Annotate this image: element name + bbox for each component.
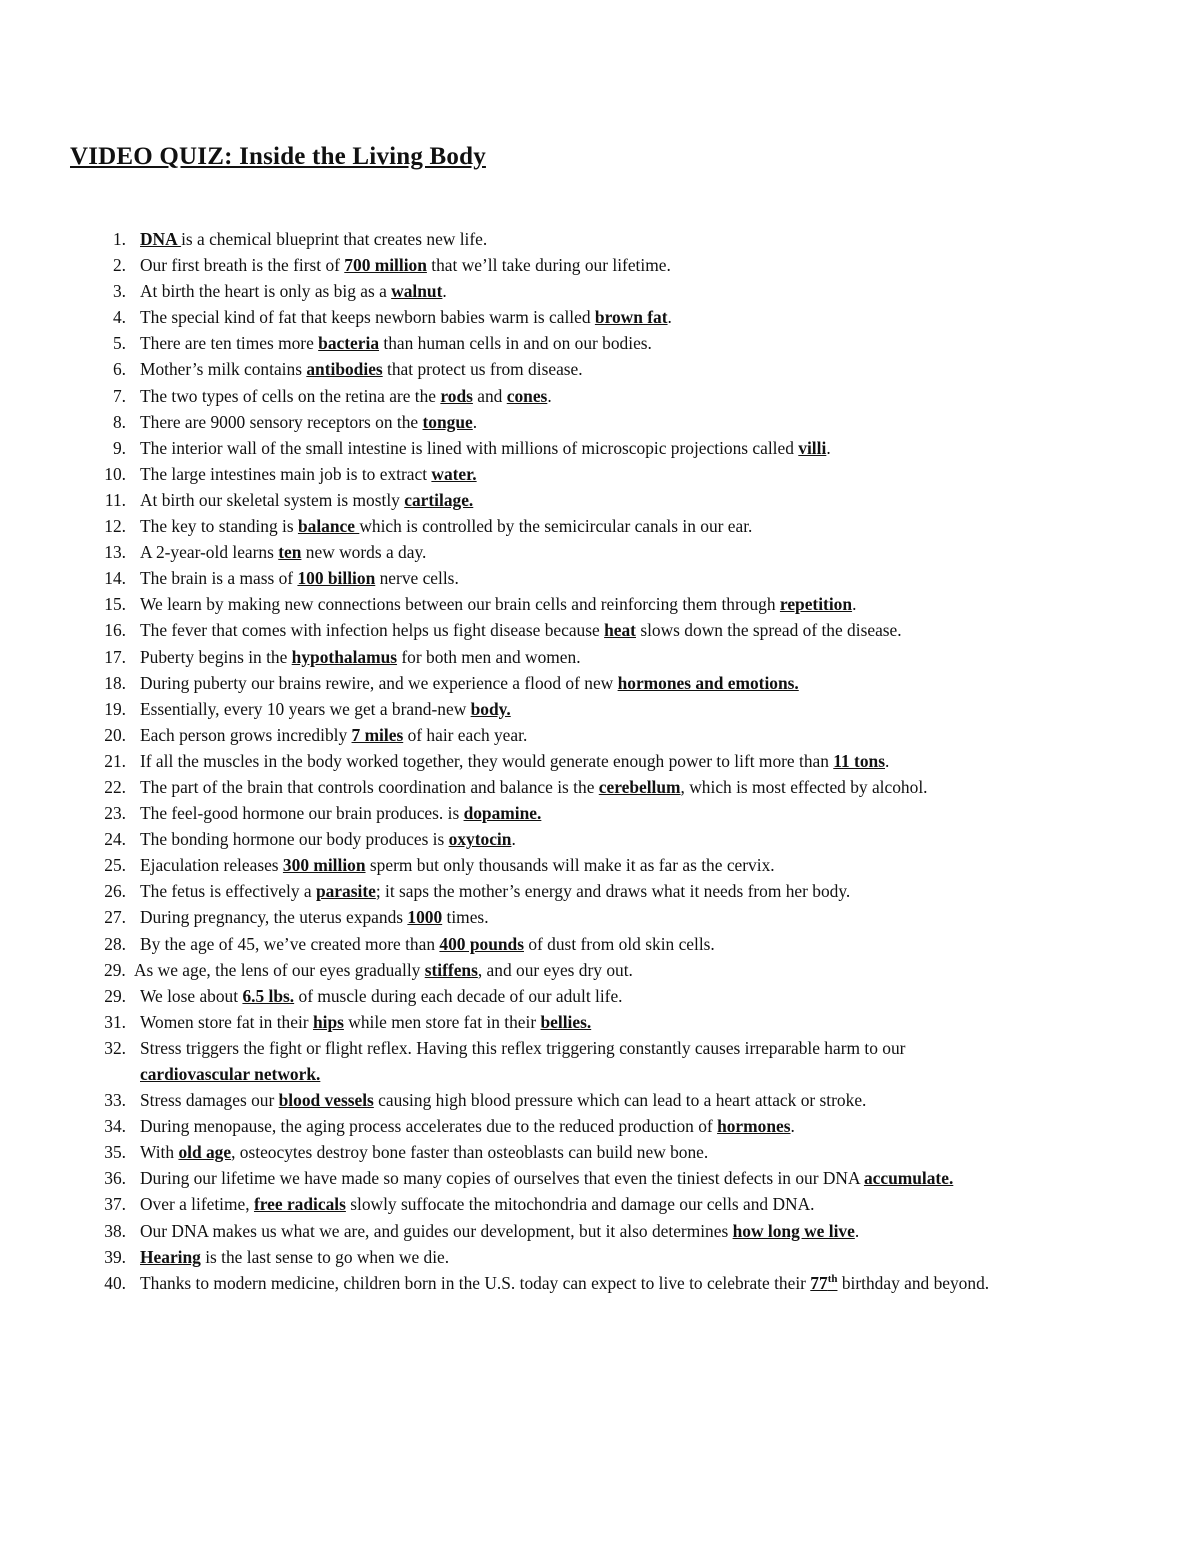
question-text: . — [885, 750, 890, 771]
answer: 700 million — [344, 255, 427, 276]
item-number: 22. — [104, 776, 126, 797]
item-number: 7. — [112, 385, 126, 406]
item-number: 33. — [104, 1090, 126, 1111]
question-text: ; it saps the mother’s energy and draws what it needs from her body. — [375, 881, 851, 902]
item-number: 10. — [104, 463, 126, 484]
item-text — [140, 1113, 795, 1139]
question-text: The fever that comes with infection helps us fight disease because — [140, 620, 605, 641]
answer: 6.5 lbs. — [242, 985, 295, 1006]
question-text: During our lifetime we have made so many copies of ourselves that even the tiniest defects in our DNA — [140, 1168, 864, 1189]
question-text: . — [852, 594, 857, 615]
item-text — [140, 226, 487, 252]
item-text — [140, 304, 672, 330]
ordinal-suffix: th — [827, 1272, 838, 1285]
question-text: During pregnancy, the uterus expands — [140, 907, 408, 928]
item-number: 29. — [104, 959, 126, 980]
answer: hormones and emotions. — [617, 672, 799, 693]
item-number: 21. — [104, 750, 126, 771]
question-text: , which is most effected by alcohol. — [680, 776, 928, 797]
item-text — [140, 513, 752, 539]
item-number: 13. — [104, 542, 126, 563]
question-text: of hair each year. — [403, 724, 528, 745]
question-text: causing high blood pressure which can lead to a heart attack or stroke. — [373, 1090, 867, 1111]
item-number: 39. — [104, 1246, 126, 1267]
item-number: 24. — [104, 829, 126, 850]
answer: how long we live — [732, 1220, 855, 1241]
continuation-line — [140, 1061, 905, 1087]
question-text: birthday and beyond. — [837, 1272, 990, 1293]
answer: brown fat — [594, 307, 668, 328]
question-text: and — [472, 385, 507, 406]
question-text: The part of the brain that controls coordination and balance is the — [140, 776, 599, 797]
answer-superscript — [828, 1273, 838, 1293]
item-text — [140, 983, 623, 1009]
question-text: Stress triggers the fight or flight reflex. Having this reflex triggering constantly causes irreparable harm to our — [140, 1037, 906, 1058]
question-text: The feel-good hormone our brain produces. is — [140, 803, 464, 824]
question-text: . — [854, 1220, 860, 1241]
item-text — [140, 409, 477, 435]
question-text: The interior wall of the small intestine is lined with millions of microscopic projections called — [140, 437, 799, 458]
question-text: The bonding hormone our body produces is — [140, 829, 449, 850]
question-text: slowly suffocate the mitochondria and damage our cells and DNA. — [345, 1194, 815, 1215]
item-text — [140, 1191, 815, 1217]
question-text: Our DNA makes us what we are, and guides our development, but it also determines — [140, 1220, 733, 1241]
answer: cardiovascular network. — [140, 1064, 321, 1084]
page-title: VIDEO QUIZ: Inside the Living Body — [70, 143, 486, 170]
item-number: 1. — [112, 229, 126, 249]
item-number: 16. — [104, 620, 126, 641]
item-text — [140, 1270, 989, 1296]
item-number: 18. — [104, 672, 126, 693]
question-text: . — [547, 385, 552, 406]
item-number: 2. — [112, 255, 126, 276]
answer: rods — [440, 385, 473, 406]
answer: bacteria — [318, 333, 380, 354]
item-number: 9. — [112, 437, 126, 458]
question-text: . — [667, 307, 672, 328]
question-text: , and our eyes dry out. — [477, 959, 633, 980]
item-text — [140, 670, 799, 696]
item-text — [140, 748, 889, 774]
question-text: of muscle during each decade of our adult life. — [294, 985, 623, 1006]
item-number: 6. — [112, 359, 126, 380]
item-text — [140, 278, 447, 304]
answer: dopamine. — [463, 803, 542, 824]
question-text: During menopause, the aging process accelerates due to the reduced production of — [140, 1116, 718, 1137]
answer: oxytocin — [448, 829, 512, 850]
question-text: Essentially, every 10 years we get a brand-new — [140, 698, 471, 719]
item-number: 40. — [104, 1272, 126, 1293]
item-text — [140, 774, 928, 800]
question-text: Mother’s milk contains — [140, 359, 307, 380]
item-text — [140, 591, 856, 617]
question-text: Our first breath is the first of — [140, 255, 345, 276]
question-text: . — [826, 437, 831, 458]
question-text: At birth the heart is only as big as a — [140, 281, 392, 302]
question-text: Over a lifetime, — [140, 1194, 254, 1215]
answer: 300 million — [282, 855, 366, 876]
answer: villi — [798, 437, 827, 458]
answer: cartilage. — [404, 489, 474, 510]
answer: DNA — [140, 229, 182, 249]
question-text: A 2-year-old learns — [140, 542, 279, 563]
item-text — [140, 931, 715, 957]
answer: cerebellum — [598, 776, 681, 797]
answer: ten — [278, 542, 302, 563]
question-text: The two types of cells on the retina are the — [140, 385, 441, 406]
question-text: nerve cells. — [375, 568, 459, 589]
question-text: Each person grows incredibly — [140, 724, 352, 745]
item-number: 27. — [104, 907, 126, 928]
answer: body. — [470, 698, 511, 719]
question-text: . — [511, 829, 516, 850]
item-text — [140, 617, 902, 643]
answer: 100 billion — [297, 568, 376, 589]
item-text — [134, 957, 633, 983]
item-text — [140, 461, 477, 487]
question-text: for both men and women. — [397, 646, 581, 667]
question-text: Ejaculation releases — [140, 855, 283, 876]
item-number: 19. — [104, 698, 126, 719]
question-text: . — [790, 1116, 795, 1137]
item-number: 11. — [104, 489, 126, 510]
question-text: As we age, the lens of our eyes gradually — [134, 959, 425, 980]
answer: cones — [506, 385, 548, 406]
answer: repetition — [779, 594, 853, 615]
item-text — [140, 356, 583, 382]
item-number: 35. — [104, 1142, 126, 1163]
item-text — [140, 487, 473, 513]
question-text: than human cells in and on our bodies. — [379, 333, 652, 354]
answer: water. — [431, 463, 477, 484]
answer: antibodies — [306, 359, 383, 380]
question-text: is a chemical blueprint that creates new life. — [181, 229, 488, 249]
item-text — [140, 852, 775, 878]
answer: hypothalamus — [291, 646, 398, 667]
answer: hips — [312, 1011, 344, 1032]
item-number: 29. — [104, 985, 126, 1006]
answer: Hearing — [140, 1246, 201, 1267]
item-number: 26. — [104, 881, 126, 902]
item-number: 31. — [104, 1011, 126, 1032]
item-text — [140, 330, 652, 356]
answer: old age — [178, 1142, 232, 1163]
answer: accumulate. — [863, 1168, 954, 1189]
item-text — [140, 1035, 905, 1087]
answer: stiffens — [424, 959, 478, 980]
item-text — [140, 1009, 591, 1035]
item-number: 23. — [104, 803, 126, 824]
answer: 11 tons — [833, 750, 885, 771]
item-text — [140, 252, 671, 278]
answer: walnut — [391, 281, 443, 302]
answer: 77 — [810, 1272, 828, 1293]
answer: free radicals — [253, 1194, 346, 1215]
question-text: that we’ll take during our lifetime. — [426, 255, 671, 276]
question-text: We lose about — [140, 985, 243, 1006]
question-text: Women store fat in their — [140, 1011, 313, 1032]
item-text — [140, 800, 541, 826]
item-number: 5. — [112, 333, 126, 354]
question-text: By the age of 45, we’ve created more than — [140, 933, 440, 954]
answer: bellies. — [540, 1011, 592, 1032]
question-text: . — [472, 411, 478, 432]
item-text — [140, 904, 489, 930]
item-text — [140, 644, 581, 670]
item-number: 3. — [112, 281, 126, 302]
answer: tongue — [422, 411, 473, 432]
question-text: During puberty our brains rewire, and we experience a flood of new — [140, 672, 618, 693]
question-text: The special kind of fat that keeps newborn babies warm is called — [140, 307, 595, 328]
answer: heat — [604, 620, 636, 641]
item-number: 8. — [112, 411, 126, 432]
item-text — [140, 1218, 859, 1244]
answer: balance — [297, 516, 360, 537]
item-text — [140, 383, 552, 409]
item-number: 36. — [104, 1168, 126, 1189]
question-text: sperm but only thousands will make it as far as the cervix. — [365, 855, 775, 876]
item-text — [140, 1139, 708, 1165]
answer: blood vessels — [278, 1090, 374, 1111]
answer: 7 miles — [351, 724, 404, 745]
item-text — [140, 696, 511, 722]
question-text: At birth our skeletal system is mostly — [140, 489, 405, 510]
item-text — [140, 1165, 953, 1191]
question-text: We learn by making new connections between our brain cells and reinforcing them through — [140, 594, 780, 615]
item-text — [140, 565, 459, 591]
item-number: 25. — [104, 855, 126, 876]
answer: 1000 — [407, 907, 443, 928]
question-text: There are ten times more — [140, 333, 319, 354]
question-text: which is controlled by the semicircular canals in our ear. — [359, 516, 753, 537]
item-text — [140, 1087, 866, 1113]
answer: 400 pounds — [439, 933, 524, 954]
question-text: Stress damages our — [140, 1090, 279, 1111]
item-text — [140, 722, 527, 748]
question-text: With — [140, 1142, 179, 1163]
item-number: 38. — [104, 1220, 126, 1241]
item-number: 17. — [104, 646, 126, 667]
question-text: Thanks to modern medicine, children born in the U.S. today can expect to live to celebrate their — [140, 1272, 811, 1293]
question-text: times. — [442, 907, 489, 928]
item-number: 12. — [104, 516, 126, 537]
question-text: of dust from old skin cells. — [523, 933, 715, 954]
question-text: The brain is a mass of — [140, 568, 298, 589]
item-number: 34. — [104, 1116, 126, 1137]
question-text: that protect us from disease. — [382, 359, 583, 380]
question-text: The large intestines main job is to extract — [140, 463, 432, 484]
question-text: Puberty begins in the — [140, 646, 292, 667]
question-text: The fetus is effectively a — [140, 881, 316, 902]
item-text — [140, 1244, 449, 1270]
question-text: , osteocytes destroy bone faster than osteoblasts can build new bone. — [231, 1142, 709, 1163]
item-number: 20. — [104, 724, 126, 745]
item-text — [140, 435, 831, 461]
item-number: 28. — [104, 933, 126, 954]
question-text: is the last sense to go when we die. — [200, 1246, 450, 1267]
question-text: new words a day. — [301, 542, 427, 563]
question-text: while men store fat in their — [343, 1011, 541, 1032]
question-text: . — [442, 281, 447, 302]
item-number: 15. — [104, 594, 126, 615]
item-number: 37. — [104, 1194, 126, 1215]
item-number: 32. — [104, 1037, 126, 1058]
item-text — [140, 826, 516, 852]
question-text: slows down the spread of the disease. — [635, 620, 902, 641]
item-number: 14. — [104, 568, 126, 589]
question-text: If all the muscles in the body worked together, they would generate enough power to lift more than — [140, 750, 834, 771]
answer: hormones — [717, 1116, 791, 1137]
question-text: There are 9000 sensory receptors on the — [140, 411, 423, 432]
item-text — [140, 539, 426, 565]
answer: parasite — [315, 881, 376, 902]
item-text — [140, 878, 850, 904]
question-text: The key to standing is — [140, 516, 298, 537]
item-number: 4. — [112, 307, 126, 328]
